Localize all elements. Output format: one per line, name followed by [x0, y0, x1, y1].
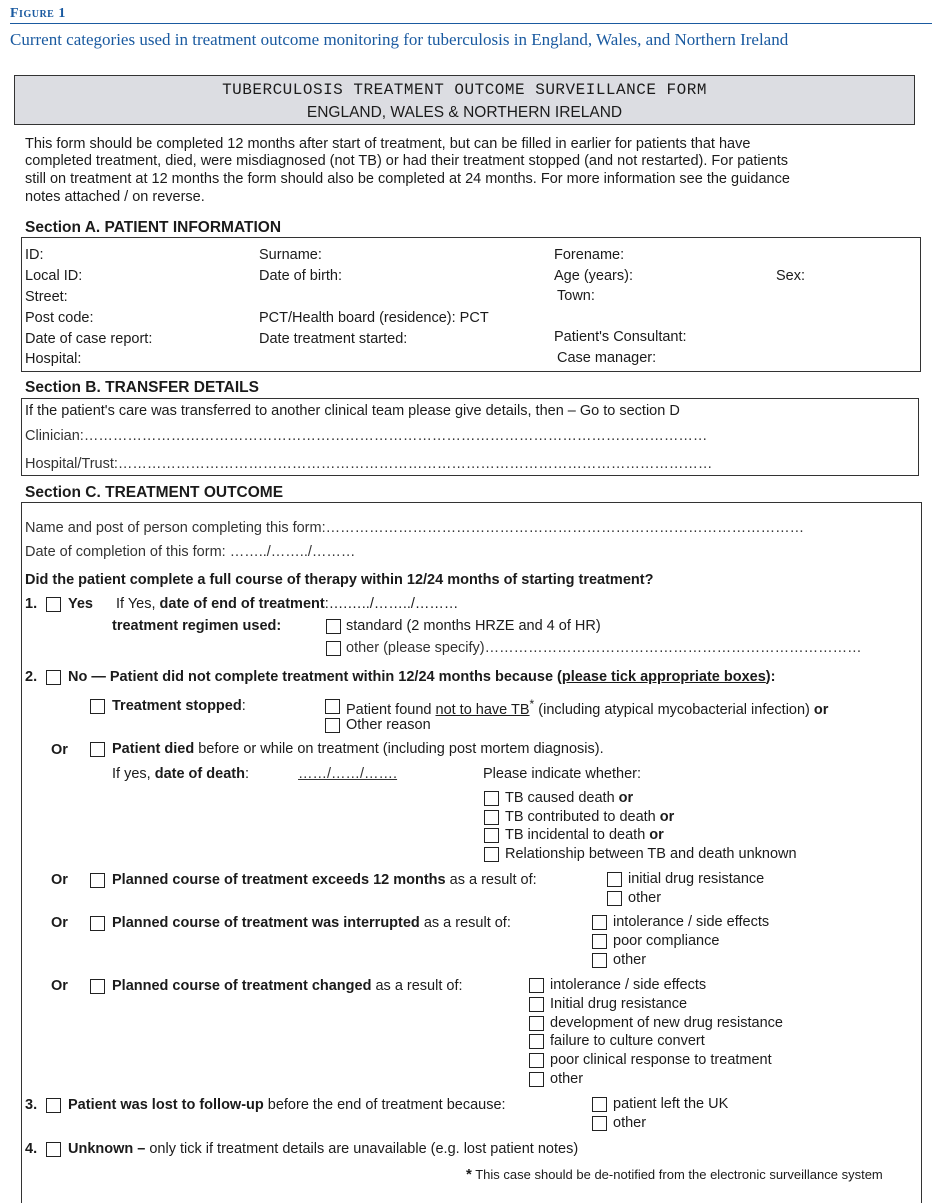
patient-died-label: Patient died: [112, 741, 195, 757]
changed-label: Planned course of treatment changed: [112, 978, 372, 994]
field-date-started[interactable]: Date treatment started:: [259, 331, 408, 347]
interrupted-intolerance-checkbox[interactable]: [592, 915, 607, 930]
interrupted-other-checkbox[interactable]: [592, 953, 607, 968]
or-died: Or: [51, 742, 68, 758]
q1-yes-checkbox[interactable]: [46, 597, 61, 612]
interrupted-compliance-label: poor compliance: [613, 933, 720, 949]
tb-caused-death-checkbox[interactable]: [484, 791, 499, 806]
interrupted-checkbox[interactable]: [90, 916, 105, 931]
interrupted-rest: as a result of:: [419, 915, 511, 931]
patient-died-rest: before or while on treatment (including post mortem diagnosis).: [194, 741, 604, 757]
treatment-stopped-label: Treatment stopped: [112, 698, 242, 714]
exceeds: [112, 872, 537, 888]
tb-incidental-checkbox[interactable]: [484, 828, 499, 843]
tb-caused-death-label: TB caused death: [505, 790, 615, 806]
q3-lost-label: Patient was lost to follow-up: [68, 1097, 264, 1113]
field-consultant[interactable]: Patient's Consultant:: [554, 329, 687, 345]
death-date-if: If yes,: [112, 766, 155, 782]
interrupted: [112, 915, 511, 931]
q3-lost-checkbox[interactable]: [46, 1098, 61, 1113]
q2-number: 2.: [25, 669, 38, 685]
changed-intolerance-label: intolerance / side effects: [550, 977, 707, 993]
field-date-case-report[interactable]: Date of case report:: [25, 331, 153, 347]
q1-if-text: If Yes,: [116, 596, 156, 612]
q1-number: 1.: [25, 596, 38, 612]
q3-left-uk-label: patient left the UK: [613, 1096, 729, 1112]
not-tb-star: *: [529, 697, 535, 711]
tb-caused-death: [505, 790, 633, 806]
patient-died: [112, 741, 604, 757]
treatment-stopped-checkbox[interactable]: [90, 699, 105, 714]
not-tb-text-3: (including atypical mycobacterial infection): [534, 701, 814, 718]
exceeds-initial-resistance-label: initial drug resistance: [628, 871, 765, 887]
section-a-heading: Section A. PATIENT INFORMATION: [25, 219, 282, 236]
changed-new-resistance-label: development of new drug resistance: [550, 1015, 783, 1031]
interrupted-other-label: other: [613, 952, 647, 968]
exceeds-rest: as a result of:: [445, 872, 537, 888]
field-hospital-trust[interactable]: Hospital/Trust:……………………………………………………………………………………………………………: [25, 456, 713, 472]
footnote-star: *: [466, 1166, 472, 1183]
not-tb-checkbox[interactable]: [325, 699, 340, 714]
field-forename[interactable]: Forename:: [554, 247, 625, 263]
transfer-instruction: If the patient's care was transferred to another clinical team please give details, then – Go to section D: [25, 403, 680, 419]
form-title-box: [14, 75, 915, 125]
tb-contributed-or: or: [659, 809, 675, 825]
q1-date-field[interactable]: :….…../……../………: [324, 596, 459, 612]
field-name-post[interactable]: Name and post of person completing this form:………………………………………………………………………………………: [25, 520, 805, 536]
changed-initial-resistance-label: Initial drug resistance: [550, 996, 688, 1012]
changed-poor-response-checkbox[interactable]: [529, 1053, 544, 1068]
death-date: [112, 766, 249, 782]
field-dob[interactable]: Date of birth:: [259, 268, 343, 284]
not-tb-or: or: [813, 701, 829, 718]
q3-number: 3.: [25, 1097, 38, 1113]
q2-no-checkbox[interactable]: [46, 670, 61, 685]
changed-poor-response-label: poor clinical response to treatment: [550, 1052, 772, 1068]
field-pct[interactable]: PCT/Health board (residence): PCT: [259, 310, 489, 326]
tb-contributed-label: TB contributed to death: [505, 809, 656, 825]
interrupted-label: Planned course of treatment was interrupted: [112, 915, 420, 931]
field-age[interactable]: Age (years):: [554, 268, 633, 284]
changed-initial-resistance-checkbox[interactable]: [529, 997, 544, 1012]
section-b-heading: Section B. TRANSFER DETAILS: [25, 379, 259, 396]
interrupted-intolerance-label: intolerance / side effects: [613, 914, 770, 930]
q4-unknown: [68, 1141, 578, 1157]
regimen-label: treatment regimen used:: [112, 618, 282, 634]
form-title: TUBERCULOSIS TREATMENT OUTCOME SURVEILLANCE FORM: [222, 81, 707, 99]
regimen-other-label[interactable]: other (please specify)……………………………………………………………………: [346, 640, 862, 656]
field-clinician[interactable]: Clinician:…………………………………………………………………………………………………………………: [25, 428, 708, 444]
q2-underlined: please tick appropriate boxes: [561, 669, 766, 685]
tb-incidental-label: TB incidental to death: [505, 827, 646, 843]
or-changed: Or: [51, 978, 68, 994]
regimen-other-checkbox[interactable]: [326, 641, 341, 656]
q4-unknown-checkbox[interactable]: [46, 1142, 61, 1157]
q2-end: ):: [765, 669, 776, 685]
figure-label: Figure 1: [10, 6, 66, 21]
patient-died-checkbox[interactable]: [90, 742, 105, 757]
q4-number: 4.: [25, 1141, 38, 1157]
other-reason-checkbox[interactable]: [325, 718, 340, 733]
tb-contributed-checkbox[interactable]: [484, 810, 499, 825]
not-tb-option: [346, 697, 828, 718]
other-reason-label: Other reason: [346, 717, 431, 733]
field-id[interactable]: ID:: [25, 247, 44, 263]
changed-new-resistance-checkbox[interactable]: [529, 1016, 544, 1031]
tb-unknown-checkbox[interactable]: [484, 847, 499, 862]
treatment-stopped: [112, 698, 246, 714]
tb-contributed: [505, 809, 674, 825]
exceeds-other-checkbox[interactable]: [607, 891, 622, 906]
q1-date-label: date of end of treatment: [159, 596, 325, 612]
field-surname[interactable]: Surname:: [259, 247, 322, 263]
intro-line-3: still on treatment at 12 months the form should also be completed at 24 months. For more information see the guidance: [25, 171, 790, 187]
q2-text: [68, 669, 775, 685]
q2-main: No — Patient did not complete treatment within 12/24 months because (: [68, 669, 562, 685]
changed-checkbox[interactable]: [90, 979, 105, 994]
q3-other-label: other: [613, 1115, 647, 1131]
q3-lost-rest: before the end of treatment because:: [263, 1097, 506, 1113]
section-c-heading: Section C. TREATMENT OUTCOME: [25, 484, 284, 501]
changed: [112, 978, 463, 994]
field-town[interactable]: Town:: [557, 288, 595, 304]
exceeds-other-label: other: [628, 890, 662, 906]
interrupted-compliance-checkbox[interactable]: [592, 934, 607, 949]
field-local-id[interactable]: Local ID:: [25, 268, 83, 284]
please-indicate: Please indicate whether:: [483, 766, 641, 782]
field-post-code[interactable]: Post code:: [25, 310, 94, 326]
death-date-label: date of death: [154, 766, 245, 782]
section-a-box: [21, 237, 921, 372]
field-completion-date[interactable]: Date of completion of this form: ……../……../………: [25, 544, 356, 560]
form-subtitle: ENGLAND, WALES & NORTHERN IRELAND: [306, 104, 623, 121]
q4-unknown-label: Unknown –: [68, 1141, 146, 1157]
regimen-standard-label: standard (2 months HRZE and 4 of HR): [346, 618, 601, 634]
death-date-colon: :: [244, 766, 249, 782]
q1-yes-label: Yes: [68, 596, 93, 612]
not-tb-text-1: Patient found: [346, 701, 436, 718]
tb-caused-or: or: [618, 790, 634, 806]
intro-line-1: This form should be completed 12 months after start of treatment, but can be filled in earlier for patients that have: [25, 136, 751, 152]
q3-lost: [68, 1097, 506, 1113]
q1-if-yes: [116, 596, 458, 612]
q3-other-checkbox[interactable]: [592, 1116, 607, 1131]
changed-other-label: other: [550, 1071, 584, 1087]
figure-caption: Current categories used in treatment outcome monitoring for tuberculosis in England, Wales, and Northern Ireland: [10, 30, 789, 49]
changed-other-checkbox[interactable]: [529, 1072, 544, 1087]
footnote: [466, 1166, 883, 1183]
figure-rule: [10, 23, 932, 24]
field-hospital[interactable]: Hospital:: [25, 351, 82, 367]
field-street[interactable]: Street:: [25, 289, 68, 305]
or-interrupted: Or: [51, 915, 68, 931]
q4-unknown-rest: only tick if treatment details are unavailable (e.g. lost patient notes): [145, 1141, 579, 1157]
changed-culture-label: failure to culture convert: [550, 1033, 705, 1049]
treatment-stopped-colon: :: [241, 698, 246, 714]
changed-culture-checkbox[interactable]: [529, 1034, 544, 1049]
not-tb-text-2: not to have TB: [435, 701, 530, 718]
exceeds-checkbox[interactable]: [90, 873, 105, 888]
footnote-text: This case should be de-notified from the electronic surveillance system: [471, 1167, 883, 1182]
intro-line-4: notes attached / on reverse.: [25, 189, 205, 205]
changed-intolerance-checkbox[interactable]: [529, 978, 544, 993]
death-date-field[interactable]: ……/……/…….: [298, 766, 398, 782]
changed-rest: as a result of:: [371, 978, 463, 994]
tb-incidental: [505, 827, 664, 843]
regimen-standard-checkbox[interactable]: [326, 619, 341, 634]
field-case-manager[interactable]: Case manager:: [557, 350, 657, 366]
exceeds-initial-resistance-checkbox[interactable]: [607, 872, 622, 887]
intro-line-2: completed treatment, died, were misdiagnosed (not TB) or had their treatment stopped (and not restarted). For patients: [25, 153, 788, 169]
main-question: Did the patient complete a full course of therapy within 12/24 months of starting treatment?: [25, 572, 654, 588]
exceeds-label: Planned course of treatment exceeds 12 months: [112, 872, 446, 888]
tb-incidental-or: or: [649, 827, 664, 843]
tb-unknown-label: Relationship between TB and death unknown: [505, 846, 797, 862]
q3-left-uk-checkbox[interactable]: [592, 1097, 607, 1112]
field-sex[interactable]: Sex:: [776, 268, 806, 284]
or-exceeds: Or: [51, 872, 68, 888]
